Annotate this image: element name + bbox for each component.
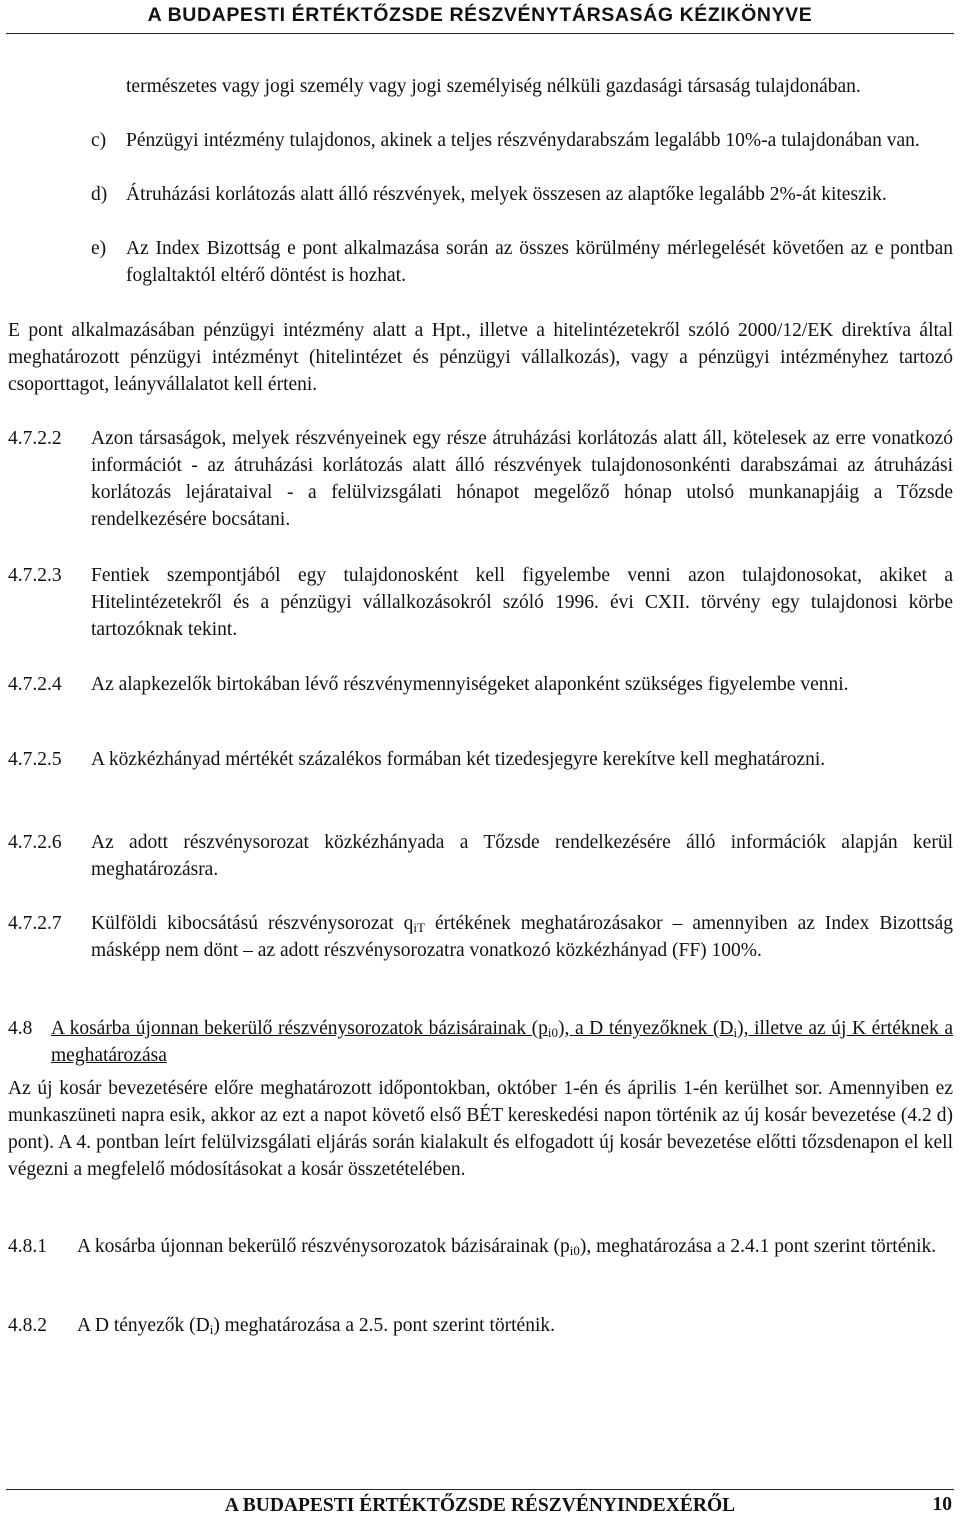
section-number-4725: 4.7.2.5	[8, 749, 62, 770]
list-item-c-label: c)	[91, 130, 107, 151]
paragraph-new-basket: Az új kosár bevezetésére előre meghatározott időpontokban, október 1-én és április 1-én kerülhet sor. Amennyiben ez munkaszüneti napra esik, akkor az ezt a napot követő első BÉT kereskedési napon történik az új kosár bevezetése (4.2 d) pont). A 4. pontban leírt felülvizsgálati eljárás során kialakult és elfogadott új kosár bevezetése előtti tőzsdenapon el kell végezni a megfelelő módosításokat a kosár összetételében.	[8, 1078, 953, 1180]
section-number-4723: 4.7.2.3	[8, 565, 62, 586]
section-number-482: 4.8.2	[8, 1315, 47, 1336]
section-heading-48: A kosárba újonnan bekerülő részvénysorozatok bázisárainak $(p_{i0})$, a D tényezőknek $(D_i)$, illetve az új K értéknek a meghatározása	[51, 1018, 953, 1066]
section-text-4722: Azon társaságok, melyek részvényeinek egy része átruházási korlátozás alatt áll, kötelesek az erre vonatkozó információt - az átruházási korlátozás alatt álló részvények tulajdonosonkénti darabszámai az átruházási korlátozás lejárataival - a felülvizsgálati hónapot megelőző hónap utolsó munkanapjáig a Tőzsde rendelkezésére bocsátani.	[91, 428, 953, 530]
list-item-d-text: Átruházási korlátozás alatt álló részvények, melyek összesen az alaptőke legalább 2%-át kiteszik.	[126, 184, 887, 205]
page-header-title: A BUDAPESTI ÉRTÉKTŐZSDE RÉSZVÉNYTÁRSASÁG KÉZIKÖNYVE	[147, 4, 813, 26]
paragraph-financial-institution: E pont alkalmazásában pénzügyi intézmény alatt a Hpt., illetve a hitelintézetekről szóló 2000/12/EK direktíva által meghatározott pénzügyi intézményt (hitelintézet és pénzügyi vállalkozás), vagy a pénzügyi intézményhez tartozó csoporttagot, leányvállalatot kell érteni.	[8, 320, 953, 395]
section-text-4726: Az adott részvénysorozat közkézhányada a Tőzsde rendelkezésére álló információk alapján kerül meghatározásra.	[91, 832, 953, 880]
section-text-481: A kosárba újonnan bekerülő részvénysorozatok bázisárainak $(p_{i0})$, meghatározása a 2.4.1 pont szerint történik.	[77, 1236, 937, 1258]
section-number-48: 4.8	[8, 1018, 33, 1039]
section-number-4722: 4.7.2.2	[8, 428, 62, 449]
page-number: 10	[932, 1494, 952, 1515]
list-item-e-text: Az Index Bizottság e pont alkalmazása során az összes körülmény mérlegelését követően az e pontban foglaltaktól eltérő döntést is hozhat.	[126, 238, 953, 286]
section-text-4723: Fentiek szempontjából egy tulajdonosként kell figyelembe venni azon tulajdonosokat, akiket a Hitelintézetekről és a pénzügyi vállalkozásokról szóló 1996. évi CXII. törvény egy tulajdonosi körbe tartozóknak tekint.	[91, 565, 953, 640]
header-divider	[6, 33, 954, 34]
footer-divider	[6, 1489, 954, 1490]
page-footer-title: A BUDAPESTI ÉRTÉKTŐZSDE RÉSZVÉNYINDEXÉRŐL	[224, 1495, 736, 1516]
section-text-482: A D tényezők $(D_i)$ meghatározása a 2.5. pont szerint történik.	[77, 1315, 555, 1337]
list-item-e-label: e)	[91, 238, 107, 259]
section-text-4724: Az alapkezelők birtokában lévő részvénymennyiségeket alaponként szükséges figyelembe venni.	[91, 674, 849, 695]
section-number-4726: 4.7.2.6	[8, 832, 62, 853]
section-number-481: 4.8.1	[8, 1236, 47, 1257]
section-text-4727: Külföldi kibocsátású részvénysorozat $q_{iT}$ értékének meghatározásakor – amennyiben az Index Bizottság másképp nem dönt – az adott részvénysorozatra vonatkozó közkézhányad (FF) 100%.	[91, 913, 953, 961]
list-item-c-text: Pénzügyi intézmény tulajdonos, akinek a teljes részvénydarabszám legalább 10%-a tulajdonában van.	[126, 130, 920, 151]
section-text-4725: A közkézhányad mértékét százalékos formában két tizedesjegyre kerekítve kell meghatározni.	[91, 749, 826, 770]
list-item-d-label: d)	[91, 184, 108, 205]
section-number-4724: 4.7.2.4	[8, 674, 62, 695]
section-number-4727: 4.7.2.7	[8, 913, 62, 934]
list-continuation-text: természetes vagy jogi személy vagy jogi személyiség nélküli gazdasági társaság tulajdonában.	[126, 76, 861, 97]
